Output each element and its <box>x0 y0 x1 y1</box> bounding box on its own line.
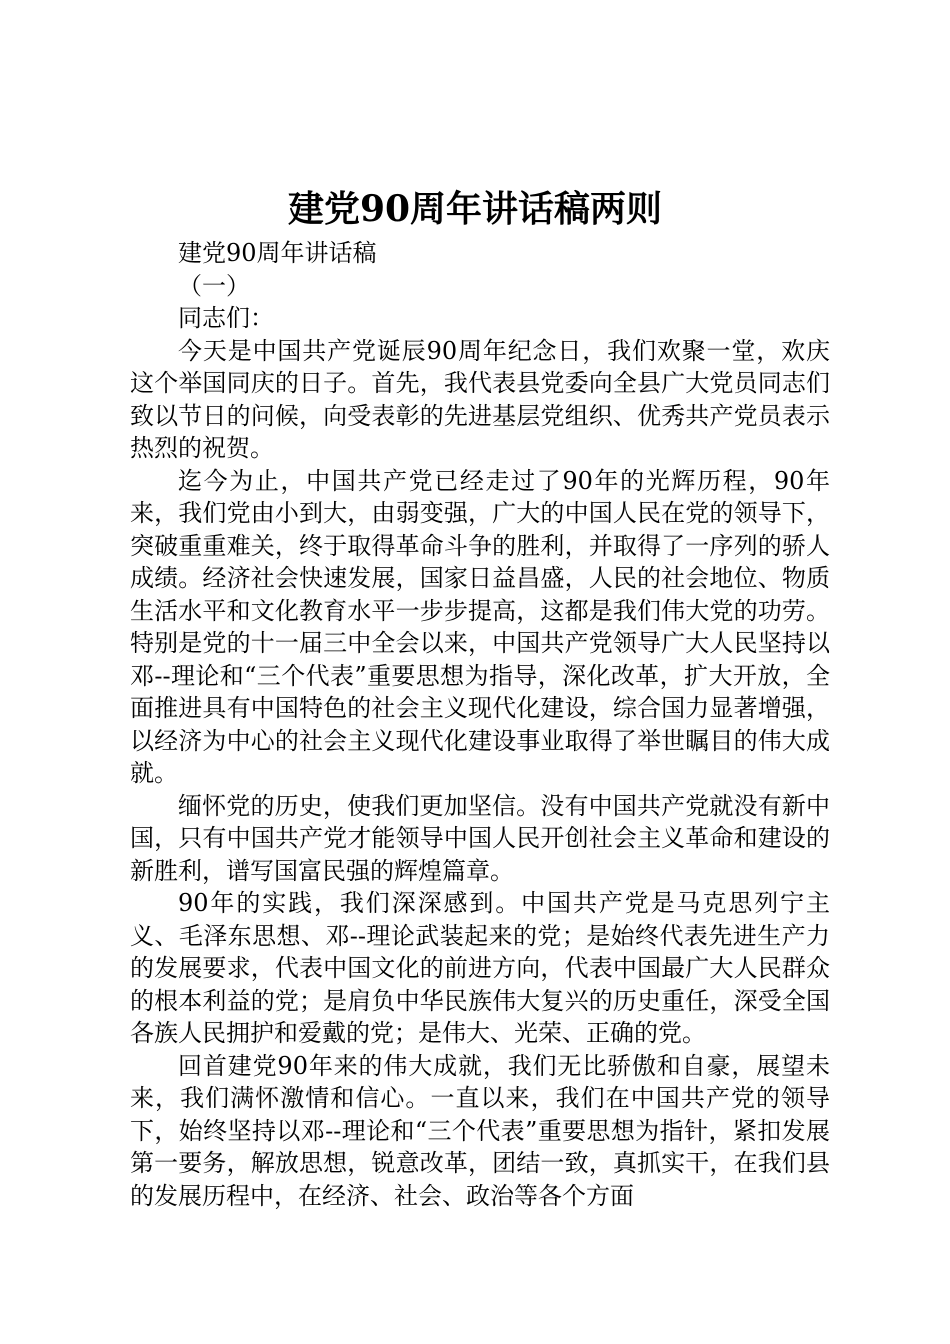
speech-subtitle: 建党90周年讲话稿 <box>178 239 377 267</box>
paragraph: 迄今为止，中国共产党已经走过了90年的光辉历程，90年来，我们党由小到大，由弱变强，广大的中国人民在党的领导下，突破重重难关，终于取得革命斗争的胜利，并取得了一序列的骄人成绩。经济社会快速发展，国家日益昌盛，人民的社会地位、物质生活水平和文化教育水平一步步提高，这都是我们伟大党的功劳。特别是党的十一届三中全会以来，中国共产党领导广大人民坚持以邓--理论和“三个代表”重要思想为指导，深化改革，扩大开放，全面推进具有中国特色的社会主义现代化建设，综合国力显著增强，以经济为中心的社会主义现代化建设事业取得了举世瞩目的伟大成就。 <box>130 466 830 787</box>
paragraph: 今天是中国共产党诞辰90周年纪念日，我们欢聚一堂，欢庆这个举国同庆的日子。首先，我代表县党委向全县广大党员同志们致以节日的问候，向受表彰的先进基层党组织、优秀共产党员表示热烈的祝贺。 <box>130 336 830 462</box>
document-body <box>130 237 830 1212</box>
paragraph: 缅怀党的历史，使我们更加坚信。没有中国共产党就没有新中国，只有中国共产党才能领导中国人民开创社会主义革命和建设的新胜利，谱写国富民强的辉煌篇章。 <box>130 791 830 885</box>
document-title: 建党90周年讲话稿两则 <box>287 188 663 230</box>
paragraph: 90年的实践，我们深深感到。中国共产党是马克思列宁主义、毛泽东思想、邓--理论武装起来的党；是始终代表先进生产力的发展要求，代表中国文化的前进方向，代表中国最广大人民群众的根本利益的党；是肩负中华民族伟大复兴的历史重任，深受全国各族人民拥护和爱戴的党；是伟大、光荣、正确的党。 <box>130 889 830 1047</box>
section-number: （一） <box>178 271 250 300</box>
greeting: 同志们： <box>178 304 274 332</box>
paragraph: 回首建党90年来的伟大成就，我们无比骄傲和自豪，展望未来，我们满怀激情和信心。一直以来，我们在中国共产党的领导下，始终坚持以邓--理论和“三个代表”重要思想为指针，紧扣发展第一要务，解放思想，锐意改革，团结一致，真抓实干，在我们县的发展历程中，在经济、社会、政治等各个方面 <box>130 1051 830 1210</box>
